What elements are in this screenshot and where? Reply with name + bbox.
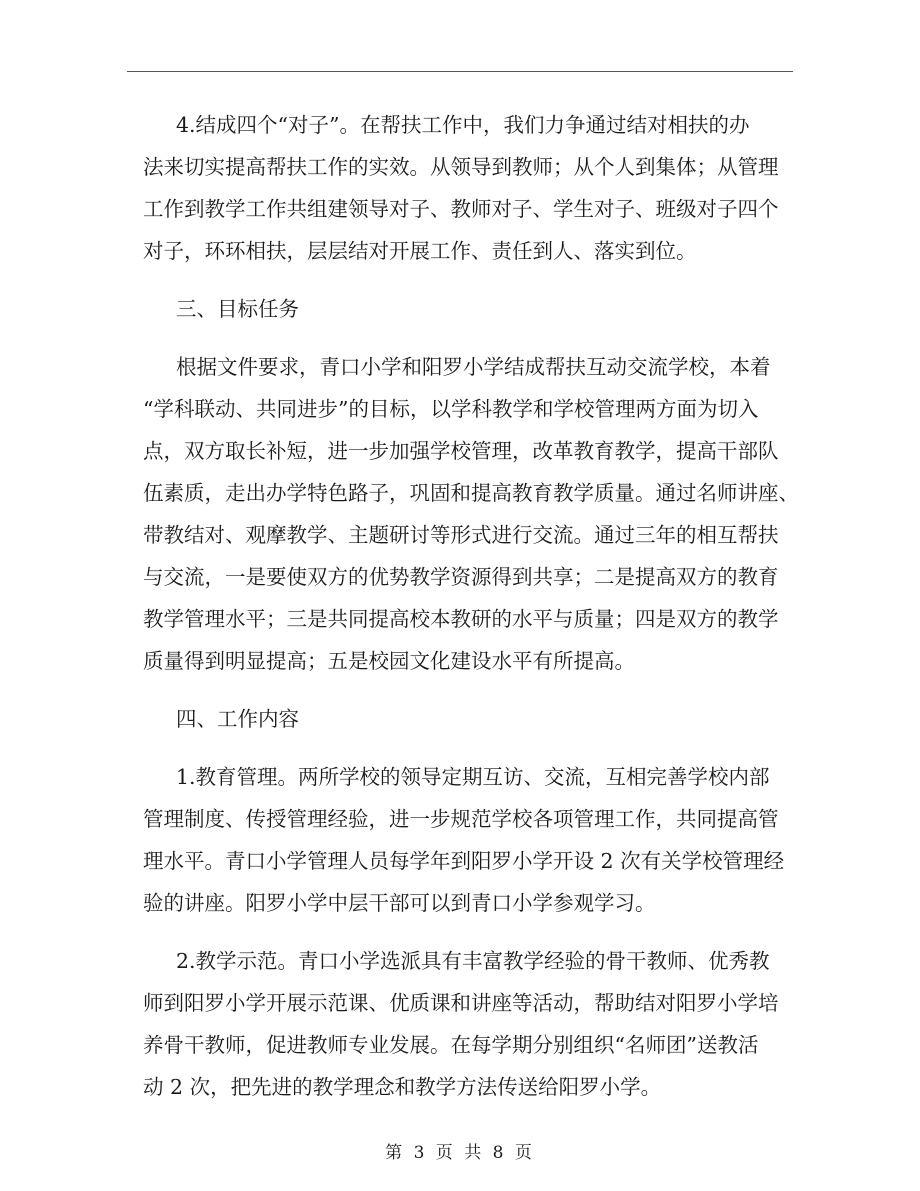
paragraph-pairs bbox=[143, 104, 795, 272]
text-line: 带教结对、观摩教学、主题研讨等形式进行交流。通过三年的相互帮扶 bbox=[143, 523, 779, 547]
paragraph-management bbox=[143, 756, 795, 924]
text-line: 对子，环环相扶，层层结对开展工作、责任到人、落实到位。 bbox=[143, 239, 697, 263]
text-line: 根据文件要求，青口小学和阳罗小学结成帮扶互动交流学校，本着 bbox=[176, 355, 771, 379]
text-line: 工作到教学工作共组建领导对子、教师对子、学生对子、班级对子四个 bbox=[143, 197, 779, 221]
paragraph-demo bbox=[143, 940, 795, 1108]
text-line: 验的讲座。阳罗小学中层干部可以到青口小学参观学习。 bbox=[143, 891, 656, 915]
text-line: 管理制度、传授管理经验，进一步规范学校各项管理工作，共同提高管 bbox=[143, 807, 779, 831]
text-line: 法来切实提高帮扶工作的实效。从领导到教师；从个人到集体；从管理 bbox=[143, 155, 779, 179]
text-line: 师到阳罗小学开展示范课、优质课和讲座等活动，帮助结对阳罗小学培 bbox=[143, 991, 779, 1015]
section-heading-content: 四、工作内容 bbox=[176, 707, 299, 731]
text-line: “学科联动、共同进步”的目标，以学科教学和学校管理两方面为切入 bbox=[143, 397, 759, 421]
text-line: 伍素质，走出办学特色路子，巩固和提高教育教学质量。通过名师讲座、 bbox=[143, 481, 799, 505]
text-line: 4.结成四个“对子”。在帮扶工作中，我们力争通过结对相扶的办 bbox=[176, 113, 750, 137]
text-line: 与交流，一是要使双方的优势教学资源得到共享；二是提高双方的教育 bbox=[143, 565, 779, 589]
paragraph-targets bbox=[143, 346, 799, 682]
text-line: 点，双方取长补短，进一步加强学校管理，改革教育教学，提高干部队 bbox=[143, 439, 779, 463]
section-heading-targets: 三、目标任务 bbox=[176, 297, 299, 321]
header-rule bbox=[127, 71, 793, 72]
page-number: 第 3 页 共 8 页 bbox=[385, 1143, 535, 1163]
text-line: 动 2 次，把先进的教学理念和教学方法传送给阳罗小学。 bbox=[143, 1075, 662, 1099]
text-line: 质量得到明显提高；五是校园文化建设水平有所提高。 bbox=[143, 649, 635, 673]
text-line: 1.教育管理。两所学校的领导定期互访、交流，互相完善学校内部 bbox=[176, 765, 770, 789]
text-line: 理水平。青口小学管理人员每学年到阳罗小学开设 2 次有关学校管理经 bbox=[143, 849, 785, 873]
text-line: 2.教学示范。青口小学选派具有丰富教学经验的骨干教师、优秀教 bbox=[176, 949, 770, 973]
document-body bbox=[143, 104, 799, 1108]
text-line: 养骨干教师，促进教师专业发展。在每学期分别组织“名师团”送教活 bbox=[143, 1033, 759, 1057]
text-line: 教学管理水平；三是共同提高校本教研的水平与质量；四是双方的教学 bbox=[143, 607, 779, 631]
